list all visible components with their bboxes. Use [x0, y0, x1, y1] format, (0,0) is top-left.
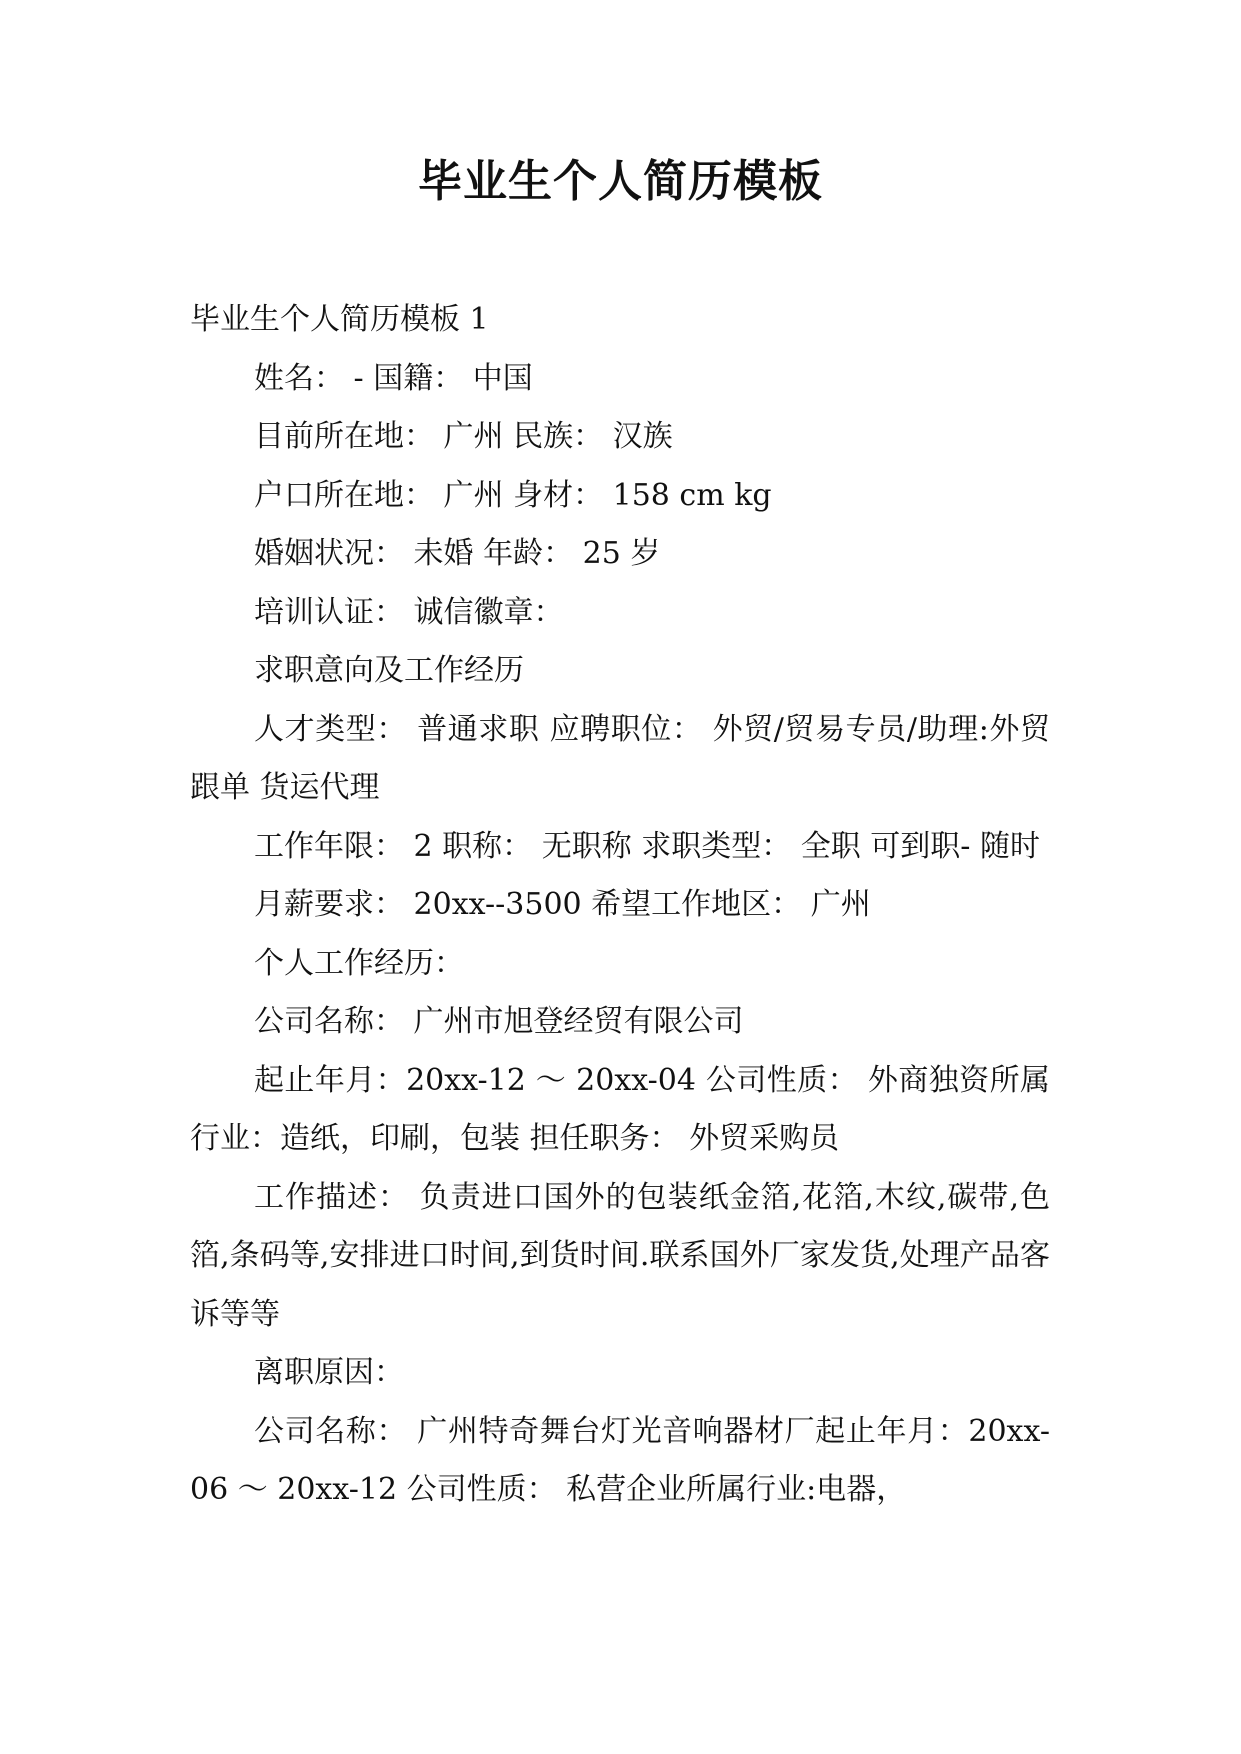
document-body — [190, 291, 1050, 1520]
paragraph-household-height: 户口所在地： 广州 身材： 158 cm kg — [254, 477, 772, 513]
paragraph-marital-age: 婚姻状况： 未婚 年龄： 25 岁 — [254, 536, 661, 571]
document-title: 毕业生个人简历模板 — [418, 156, 823, 207]
paragraph-leave-reason-1: 离职原因： — [254, 1355, 404, 1390]
paragraph-work-history-heading: 个人工作经历： — [254, 945, 464, 981]
paragraph-name-nationality: 姓名： - 国籍： 中国 — [254, 360, 533, 396]
paragraph-period-1: 起止年月：20xx-12 ～ 20xx-04 公司性质： 外商独资所属行业：造纸，印刷，包装 担任职务： 外贸采购员 — [190, 1062, 1050, 1156]
paragraph-years-title: 工作年限： 2 职称： 无职称 求职类型： 全职 可到职- 随时 — [254, 828, 1040, 864]
paragraph-company-1: 公司名称： 广州市旭登经贸有限公司 — [254, 1004, 744, 1039]
section-heading: 毕业生个人简历模板 1 — [190, 302, 489, 337]
paragraph-talent-position: 人才类型： 普通求职 应聘职位： 外贸/贸易专员/助理:外贸跟单 货运代理 — [190, 711, 1050, 805]
paragraph-description-1: 工作描述： 负责进口国外的包装纸金箔,花箔,木纹,碳带,色箔,条码等,安排进口时间,到货时间.联系国外厂家发货,处理产品客诉等等 — [190, 1179, 1050, 1332]
paragraph-location-ethnicity: 目前所在地： 广州 民族： 汉族 — [254, 419, 673, 454]
paragraph-intention-heading: 求职意向及工作经历 — [254, 653, 524, 688]
paragraph-salary-area: 月薪要求： 20xx--3500 希望工作地区： 广州 — [254, 887, 871, 922]
paragraph-company-2: 公司名称： 广州特奇舞台灯光音响器材厂起止年月：20xx-06 ～ 20xx-12 公司性质： 私营企业所属行业:电器， — [190, 1413, 1050, 1507]
paragraph-certification: 培训认证： 诚信徽章： — [254, 594, 564, 630]
